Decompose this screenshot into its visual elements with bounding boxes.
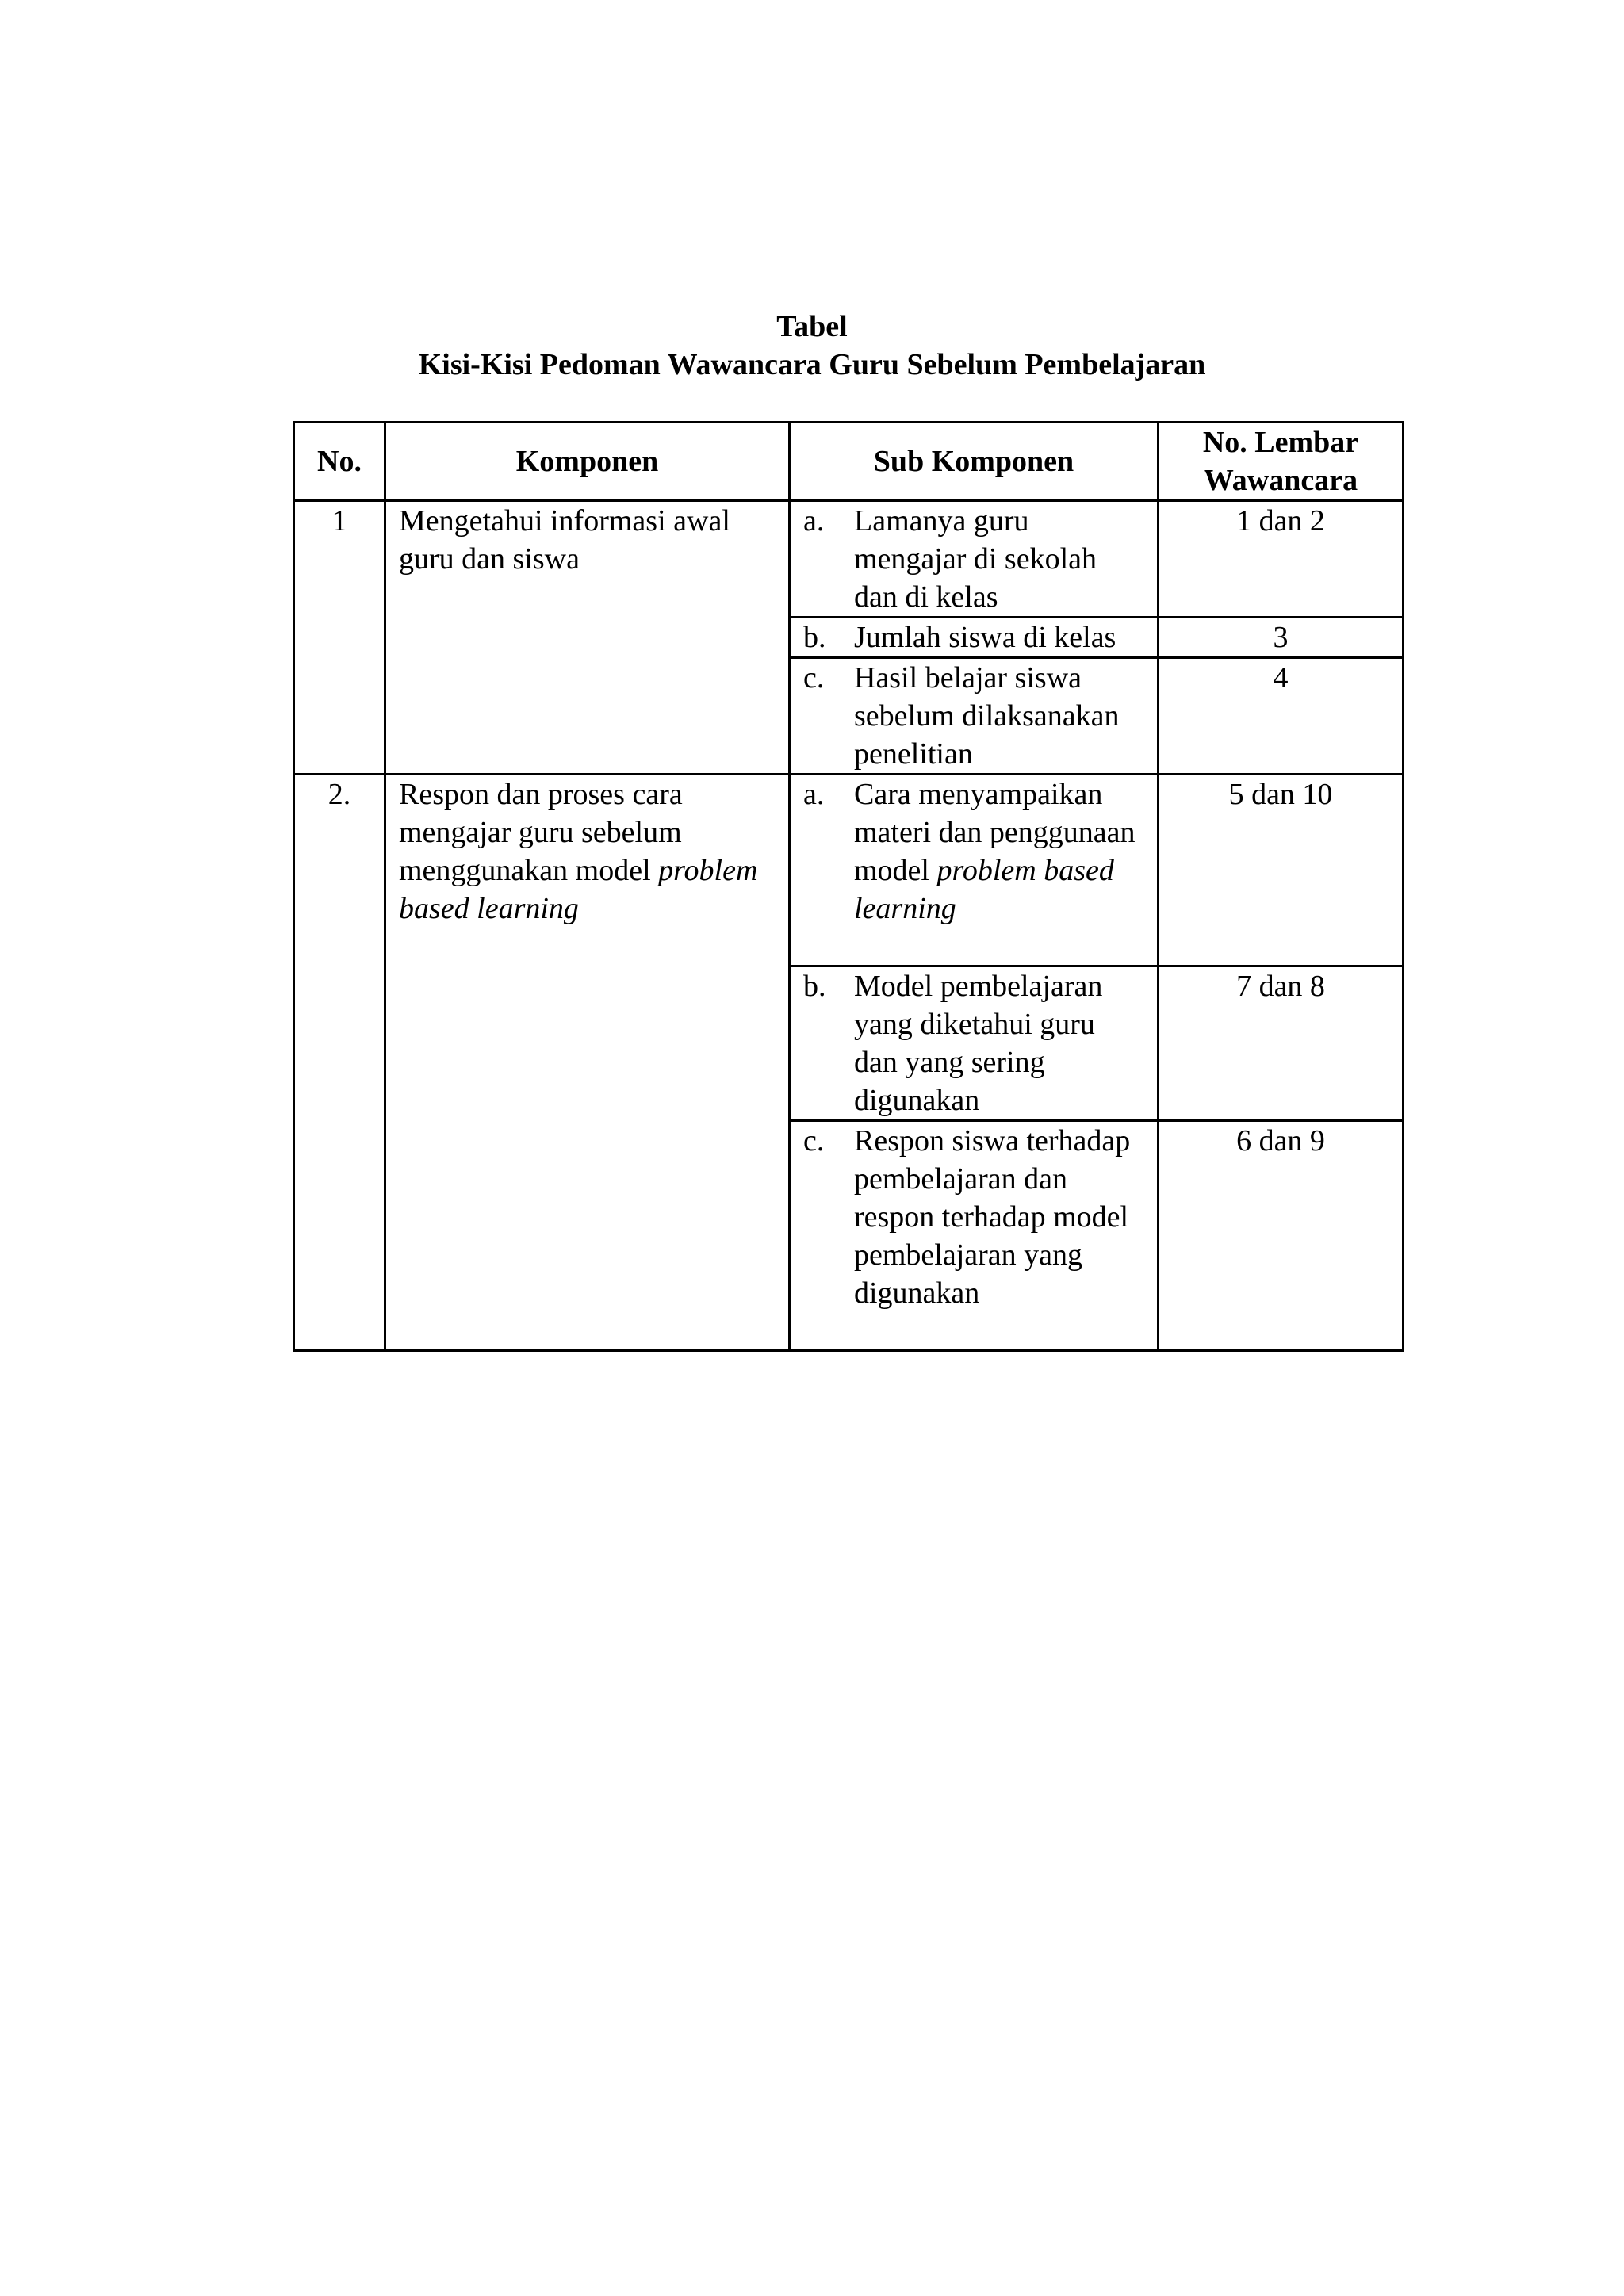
lembar-cell: 7 dan 8	[1159, 966, 1404, 1121]
header-sub-komponen: Sub Komponen	[790, 423, 1159, 501]
sub-komponen-cell	[790, 658, 1159, 775]
header-lembar-line1: No. Lembar	[1202, 426, 1359, 459]
komponen-cell: Mengetahui informasi awal guru dan siswa	[385, 501, 790, 775]
interview-grid-table	[293, 421, 1404, 1352]
sub-text: Jumlah siswa di kelas	[854, 621, 1116, 654]
sub-text: Model pembelajaran yang diketahui guru dan yang sering digunakan	[854, 970, 1103, 1117]
lembar-cell: 3	[1159, 618, 1404, 658]
sub-letter: b.	[803, 970, 826, 1003]
sub-komponen-cell	[790, 501, 1159, 618]
sub-text-italic: problem based learning	[854, 854, 1114, 925]
sub-text: Hasil belajar siswa sebelum dilaksanakan penelitian	[854, 661, 1120, 771]
table-caption-title: Tabel	[776, 310, 848, 343]
sub-letter: c.	[803, 1124, 825, 1158]
sub-komponen-cell	[790, 775, 1159, 966]
sub-komponen-cell	[790, 1121, 1159, 1351]
lembar-cell: 5 dan 10	[1159, 775, 1404, 966]
row-number: 2.	[294, 775, 385, 1351]
sub-komponen-cell	[790, 966, 1159, 1121]
sub-letter: c.	[803, 661, 825, 695]
header-komponen: Komponen	[385, 423, 790, 501]
komponen-cell	[385, 775, 790, 1351]
header-no: No.	[294, 423, 385, 501]
table-row	[294, 501, 1404, 618]
sub-letter: b.	[803, 621, 826, 654]
sub-letter: a.	[803, 504, 825, 538]
sub-text: Lamanya guru mengajar di sekolah dan di kelas	[854, 504, 1097, 614]
sub-letter: a.	[803, 778, 825, 811]
sub-text-plain: Cara menyampaikan materi dan penggunaan model	[854, 778, 1136, 887]
header-lembar-wawancara	[1159, 423, 1404, 501]
komponen-text: Respon dan proses cara mengajar guru sebelum menggunakan model	[399, 778, 683, 887]
row-number: 1	[294, 501, 385, 775]
sub-komponen-cell	[790, 618, 1159, 658]
sub-text	[854, 775, 1144, 928]
lembar-cell: 6 dan 9	[1159, 1121, 1404, 1351]
table-header-row	[294, 423, 1404, 501]
lembar-cell: 1 dan 2	[1159, 501, 1404, 618]
header-lembar-line2: Wawancara	[1203, 464, 1358, 497]
komponen-text-italic: problem based learning	[399, 854, 758, 925]
table-caption-subtitle: Kisi-Kisi Pedoman Wawancara Guru Sebelum Pembelajaran	[418, 348, 1206, 381]
sub-text: Respon siswa terhadap pembelajaran dan respon terhadap model pembelajaran yang digunakan	[854, 1124, 1131, 1310]
lembar-cell: 4	[1159, 658, 1404, 775]
table-row	[294, 775, 1404, 966]
